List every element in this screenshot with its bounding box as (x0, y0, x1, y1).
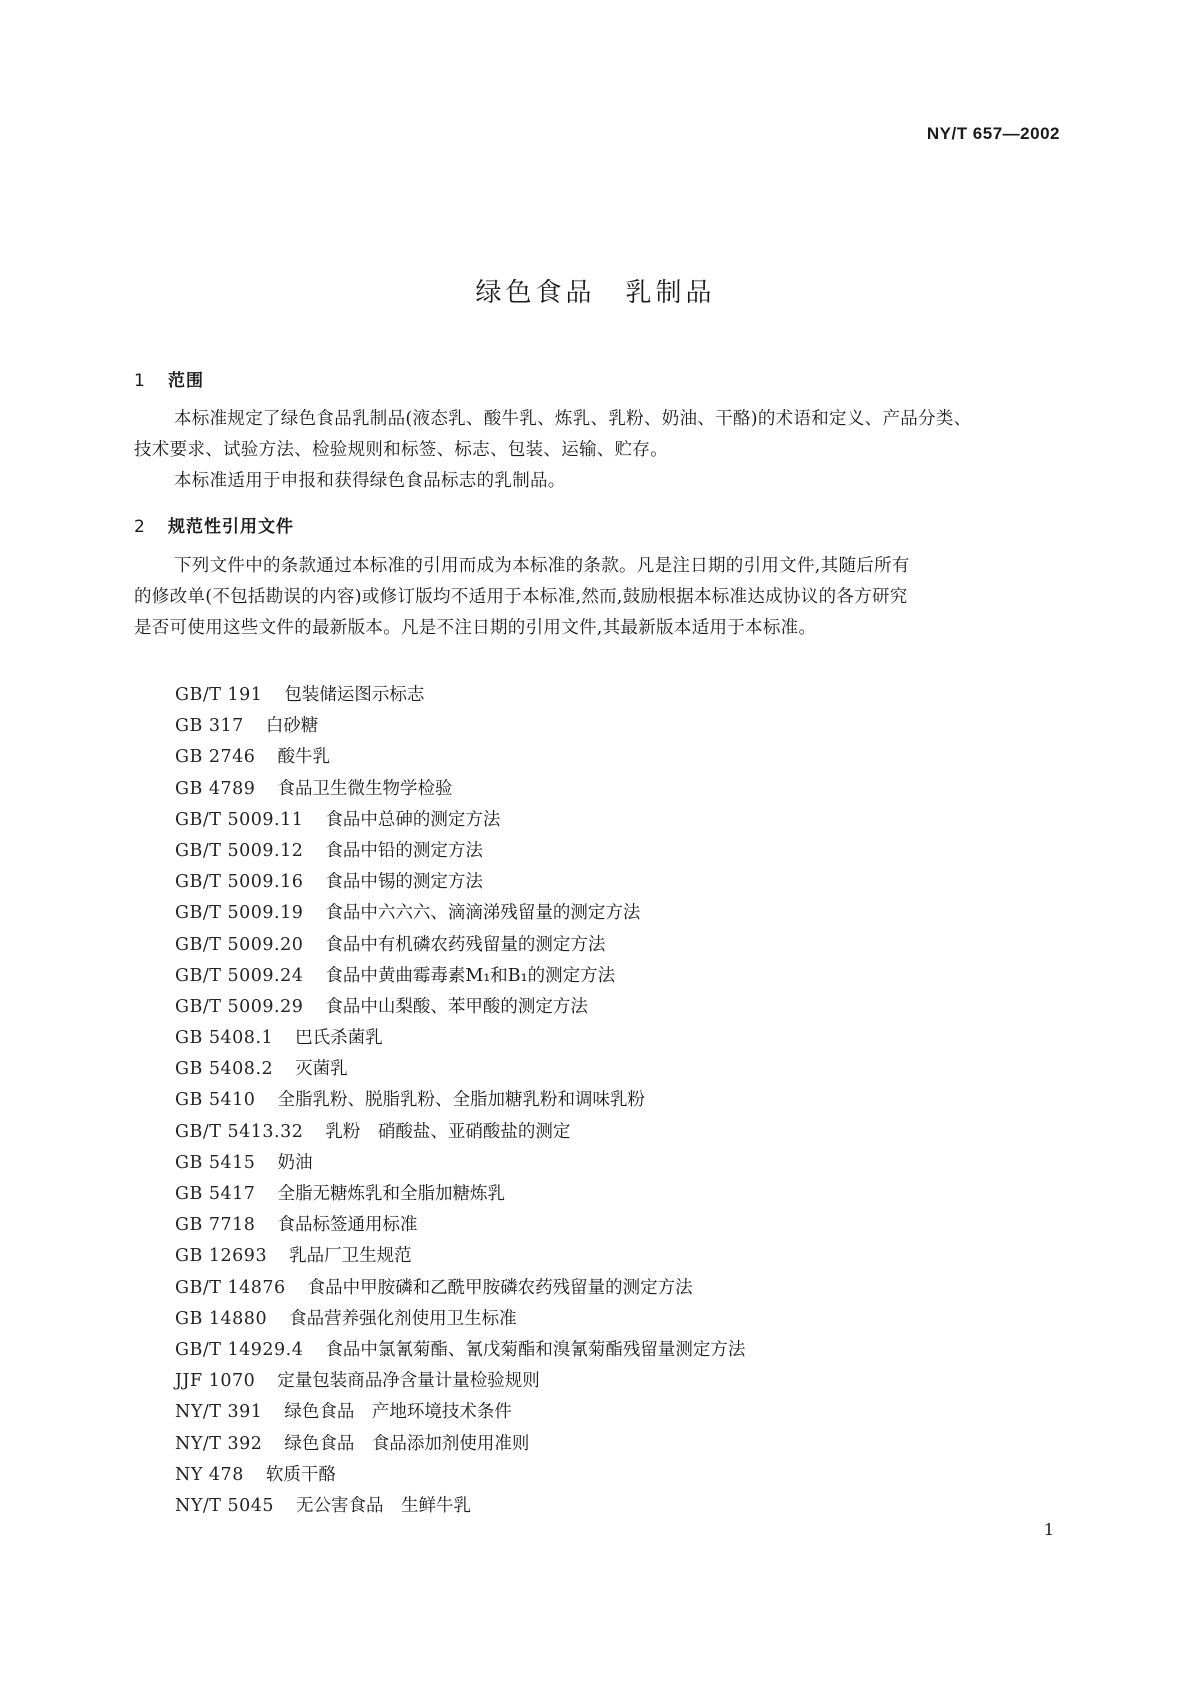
reference-item (175, 711, 745, 742)
reference-code: GB/T 5009.19 (175, 903, 304, 924)
section-1-p1-line1: 本标准规定了绿色食品乳制品(液态乳、酸牛乳、炼乳、乳粉、奶油、干酪)的术语和定义、产品分类、 (174, 409, 972, 429)
reference-code: GB 14880 (175, 1308, 268, 1329)
reference-title: 乳粉 硝酸盐、亚硝酸盐的测定 (325, 1121, 571, 1142)
reference-code: GB/T 5009.11 (175, 809, 304, 830)
reference-code: GB 5408.1 (175, 1028, 274, 1049)
reference-title: 奶油 (277, 1152, 313, 1173)
reference-code: GB 5408.2 (175, 1059, 274, 1080)
section-2-intro-line3: 是否可使用这些文件的最新版本。凡是不注日期的引用文件,其最新版本适用于本标准。 (134, 618, 817, 638)
reference-item (175, 1148, 745, 1179)
title-part-1: 绿色食品 (475, 278, 596, 308)
reference-code: GB/T 14929.4 (175, 1339, 304, 1360)
reference-item (175, 1491, 745, 1522)
reference-code: GB 5410 (175, 1090, 256, 1111)
reference-code: GB 317 (175, 716, 244, 737)
reference-item (175, 1023, 745, 1054)
reference-item (175, 961, 745, 992)
reference-item (175, 774, 745, 805)
reference-title: 全脂无糖炼乳和全脂加糖炼乳 (277, 1184, 505, 1204)
title-part-2: 乳制品 (625, 278, 716, 308)
reference-title: 食品营养强化剂使用卫生标准 (289, 1308, 517, 1329)
section-1-title: 范围 (168, 371, 204, 391)
reference-code: NY/T 392 (175, 1433, 263, 1454)
reference-title: 包装储运图示标志 (284, 685, 425, 705)
reference-code: GB 2746 (175, 747, 256, 768)
reference-code: NY 478 (175, 1464, 244, 1485)
section-2-title: 规范性引用文件 (168, 517, 294, 537)
reference-title: 食品标签通用标准 (277, 1215, 418, 1236)
reference-code: GB/T 14876 (175, 1277, 286, 1298)
reference-title: 食品中山梨酸、苯甲酸的测定方法 (325, 996, 588, 1017)
reference-code: GB/T 191 (175, 685, 263, 705)
reference-item (175, 1179, 745, 1210)
reference-item (175, 1304, 745, 1335)
section-1-heading (134, 366, 204, 391)
section-1-number: 1 (134, 371, 146, 391)
reference-code: GB/T 5009.24 (175, 965, 304, 986)
reference-code: GB/T 5413.32 (175, 1121, 304, 1142)
reference-item (175, 680, 745, 711)
reference-item (175, 992, 745, 1023)
section-2-number: 2 (134, 517, 146, 537)
reference-title: 食品中铅的测定方法 (325, 840, 483, 861)
reference-item (175, 836, 745, 867)
reference-item (175, 930, 745, 961)
reference-title: 酸牛乳 (277, 747, 330, 768)
reference-item (175, 1054, 745, 1085)
reference-code: GB/T 5009.29 (175, 996, 304, 1017)
reference-title: 软质干酪 (265, 1464, 336, 1485)
reference-title: 食品中黄曲霉毒素M₁和B₁的测定方法 (325, 965, 616, 986)
reference-title: 巴氏杀菌乳 (295, 1028, 383, 1049)
reference-item (175, 1241, 745, 1272)
reference-code: GB 5415 (175, 1152, 256, 1173)
reference-item (175, 1429, 745, 1460)
reference-title: 食品中锡的测定方法 (325, 872, 483, 893)
section-1-p1-line2: 技术要求、试验方法、检验规则和标签、标志、包装、运输、贮存。 (134, 440, 668, 460)
reference-item (175, 742, 745, 773)
reference-code: JJF 1070 (175, 1371, 256, 1392)
document-title (0, 272, 1191, 309)
reference-title: 全脂乳粉、脱脂乳粉、全脂加糖乳粉和调味乳粉 (277, 1090, 645, 1111)
reference-item (175, 1085, 745, 1116)
reference-list (175, 680, 745, 1522)
standard-code: NY/T 657—2002 (926, 124, 1060, 143)
section-1-paragraph-2: 本标准适用于申报和获得绿色食品标志的乳制品。 (174, 471, 566, 491)
reference-title: 定量包装商品净含量计量检验规则 (277, 1371, 540, 1392)
reference-code: NY/T 391 (175, 1402, 263, 1423)
reference-item (175, 1210, 745, 1241)
section-2-heading (134, 512, 294, 537)
section-2-intro-line1: 下列文件中的条款通过本标准的引用而成为本标准的条款。凡是注日期的引用文件,其随后所有 (174, 556, 910, 576)
reference-title: 食品卫生微生物学检验 (277, 778, 453, 799)
reference-code: GB 7718 (175, 1215, 256, 1236)
section-2-intro-line2: 的修改单(不包括勘误的内容)或修订版均不适用于本标准,然而,鼓励根据本标准达成协议的各方研究 (134, 587, 908, 607)
reference-title: 绿色食品 食品添加剂使用准则 (284, 1433, 530, 1454)
reference-code: GB 5417 (175, 1184, 256, 1204)
reference-title: 食品中氯氰菊酯、氰戊菊酯和溴氰菊酯残留量测定方法 (325, 1339, 746, 1360)
reference-code: GB 4789 (175, 778, 256, 799)
reference-item (175, 1460, 745, 1491)
reference-title: 无公害食品 生鲜牛乳 (296, 1495, 472, 1516)
page-number: 1 (1043, 1520, 1054, 1539)
reference-item (175, 1366, 745, 1397)
reference-item (175, 1273, 745, 1304)
reference-title: 白砂糖 (265, 716, 319, 737)
reference-item (175, 898, 745, 929)
reference-item (175, 805, 745, 836)
reference-title: 食品中总砷的测定方法 (325, 809, 501, 830)
section-2-intro (134, 551, 1058, 644)
reference-item (175, 1397, 745, 1428)
section-1-paragraph-1 (134, 404, 1058, 497)
reference-title: 绿色食品 产地环境技术条件 (284, 1402, 512, 1423)
reference-item (175, 1335, 745, 1366)
reference-item (175, 867, 745, 898)
reference-code: GB 12693 (175, 1246, 268, 1267)
reference-title: 食品中有机磷农药残留量的测定方法 (325, 934, 606, 955)
reference-item (175, 1117, 745, 1148)
reference-title: 食品中六六六、滴滴涕残留量的测定方法 (325, 903, 641, 924)
reference-title: 灭菌乳 (295, 1059, 348, 1080)
reference-code: GB/T 5009.12 (175, 840, 304, 861)
reference-code: NY/T 5045 (175, 1495, 275, 1516)
reference-code: GB/T 5009.20 (175, 934, 304, 955)
reference-title: 乳品厂卫生规范 (289, 1246, 412, 1267)
reference-title: 食品中甲胺磷和乙酰甲胺磷农药残留量的测定方法 (307, 1277, 693, 1298)
reference-code: GB/T 5009.16 (175, 872, 304, 893)
